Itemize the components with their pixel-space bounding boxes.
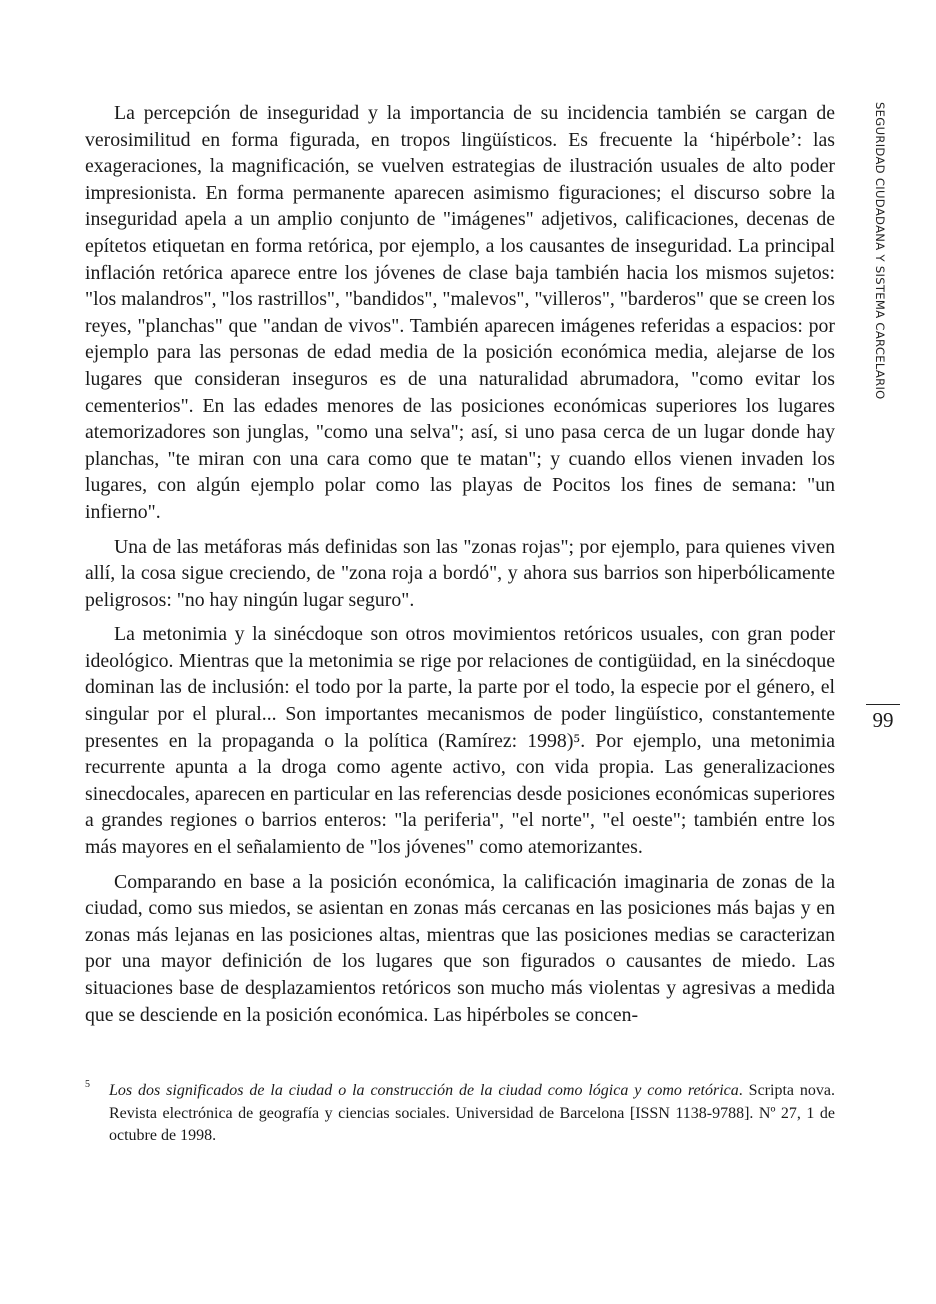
paragraph-3: La metonimia y la sinécdoque son otros movimientos retóricos usuales, con gran poder ideológico. Mientras que la metonimia se rige por relaciones de contigüidad, en la sinécdoque dominan las de inclusión: el todo por la parte, la parte por el todo, la especie por el género, el singular por el plural... Son importantes mecanismos de poder lingüístico, constantemente presentes en la propaganda o la política (Ramírez: 1998)⁵. Por ejemplo, una metonimia recurrente apunta a la droga como agente activo, con vida propia. Las generalizaciones sinecdocales, aparecen en particular en las referencias desde posiciones económicas superiores a grandes regiones o barrios enteros: "la periferia", "el norte", "el oeste"; también entre los más mayores en el señalamiento de "los jóvenes" como atemorizantes. (85, 623, 835, 859)
paragraph-1: La percepción de inseguridad y la importancia de su incidencia también se cargan de verosimilitud en forma figurada, en tropos lingüísticos. Es frecuente la ‘hipérbole’: las exageraciones, la magnificación, se vuelven estrategias de ilustración usuales de alto poder impresionista. En forma permanente aparecen asimismo figuraciones; el discurso sobre la inseguridad apela a un amplio conjunto de "imágenes" adjetivos, calificaciones, decenas de epítetos etiquetan en forma retórica, por ejemplo, a los causantes de inseguridad. La principal inflación retórica aparece entre los jóvenes de clase baja también hacia los mismos sujetos: "los malandros", "los rastrillos", "bandidos", "malevos", "villeros", "barderos" que se creen los reyes, "planchas" que "andan de vivos". También aparecen imágenes referidas a espacios: por ejemplo para las personas de edad media de la posición económica media, alejarse de los lugares que consideran inseguros es de una naturalidad abrumadora, "como evitar los cementerios". En las edades menores de las posiciones económicas superiores los lugares atemorizadores son junglas, "como una selva"; así, si uno pasa cerca de un lugar donde hay planchas, "te miran con una cara como que te matan"; y cuando ellos vienen invaden los lugares, con algún ejemplo polar como las playas de Pocitos los fines de semana: "un infierno". (85, 102, 835, 523)
paragraph-2: Una de las metáforas más definidas son las "zonas rojas"; por ejemplo, para quienes viven allí, la cosa sigue creciendo, de "zona roja a bordó", y ahora sus barrios son hiperbólicamente peligrosos: "no hay ningún lugar seguro". (85, 535, 835, 611)
footnote-title: Los dos significados de la ciudad o la construcción de la ciudad como lógica y como retórica (109, 1082, 739, 1099)
paragraph-4: Comparando en base a la posición económica, la calificación imaginaria de zonas de la ciudad, como sus miedos, se asientan en zonas más cercanas en las posiciones más bajas y en zonas más lejanas en las posiciones altas, mientras que las posiciones medias se caracterizan por una mayor definición de los lugares que son figurados o causantes de miedo. Las situaciones base de desplazamientos retóricos son mucho más violentas y agresivas a medida que se desciende en la posición económica. Las hipérboles se concen- (85, 870, 835, 1026)
footnote-body (109, 1080, 835, 1148)
body-text (85, 100, 835, 1028)
running-head: SEGURIDAD CIUDADANA Y SISTEMA CARCELARIO (873, 102, 887, 400)
footnote-marker: 5 (85, 1079, 90, 1090)
footnote-reference: . Scripta nova. Revista electrónica de geografía y ciencias sociales. Universidad de Barcelona [ISSN 1138-9788]. Nº 27, 1 de octubre de 1998. (109, 1082, 836, 1144)
footnote (85, 1080, 835, 1148)
page-number: 99 (872, 708, 894, 732)
page-number-rule (866, 704, 900, 705)
